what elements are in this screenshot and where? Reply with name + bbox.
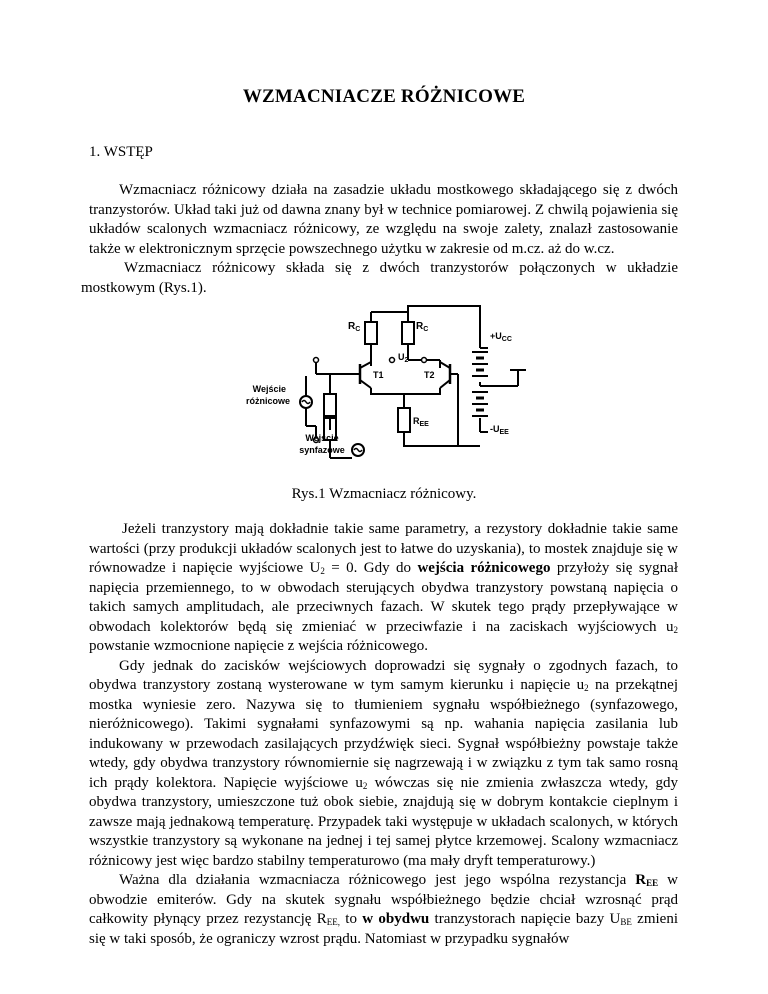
figure-caption: Rys.1 Wzmacniacz różnicowy.: [291, 486, 477, 502]
vee-label: $-U_{EE}$: [490, 424, 509, 436]
t1-label: T1: [373, 370, 384, 380]
circuit-diagram: [228, 300, 540, 468]
cm-input-label-line2: synfazowe: [299, 445, 345, 455]
intro-text: [81, 181, 678, 298]
page-title: WZMACNIACZE RÓŻNICOWE: [242, 86, 526, 107]
paragraph-5: Ważna dla działania wzmacniacza różnicowego jest jego wspólna rezystancja $R_{EE}$ w obwodzie emiterów. Gdy na skutek sygnału współbieżnego będzie chciał wzrosnąć prąd całkowity płynący przez rezystancję $R_{EE,}$ to w obydwu tranzystorach napięcie bazy $U_{BE}$ zmieni się w taki sposób, że ograniczy wzrost prądu. Natomiast w przypadku sygnałów: [89, 872, 678, 947]
body-text: [89, 520, 678, 949]
ree-label: $R_{EE}$: [413, 416, 429, 428]
ree-resistor: [398, 408, 410, 432]
paragraph-intro-2: Wzmacniacz różnicowy składa się z dwóch tranzystorów połączonych w układzie mostkowym (Rys.1).: [81, 260, 678, 296]
rc-right-resistor: [402, 322, 414, 344]
diff-input-label-line2: różnicowe: [245, 396, 290, 406]
vcc-label: $+U_{CC}$: [490, 331, 512, 343]
section-heading: 1. WSTĘP: [89, 144, 153, 160]
t2-label: T2: [424, 370, 435, 380]
rc-left-resistor: [365, 322, 377, 344]
rc-left-label: $R_C$: [348, 321, 361, 333]
paragraph-4: Gdy jednak do zacisków wejściowych doprowadzi się sygnały o zgodnych fazach, to obydwa tranzystory zostaną wysterowane w tym samym kierunku i napięcie $u_2$ na przekątnej mostka wyniesie zero. Nazywa się to tłumieniem sygnału współbieżnego (synfazowego, nieróżnicowego). Takimi sygnałami synfazowymi są np. wahania napięcia zasilania lub indukowany w przewodach zasilających przydźwięk sieci. Sygnał współbieżny powstaje także wtedy, gdy obydwa tranzystory równomiernie się nagrzewają i w związku z tym tak samo rosną ich prądy kolektora. Napięcie wyjściowe $u_2$ wówczas się nie zmienia zwłaszcza wtedy, gdy obydwa tranzystory, umieszczone tuż obok siebie, znajdują się w dobrym kontakcie cieplnym i zawsze mają jednakową temperaturę. Przypadek taki występuje w układach scalonych, w których wszystkie tranzystory są wykonane na jednej i tej samej płytce krzemowej. Scalony wzmacniacz różnicowy jest więc bardzo stabilny temperaturowo (ma mały dryft temperaturowy.): [89, 657, 678, 869]
paragraph-3: Jeżeli tranzystory mają dokładnie takie same parametry, a rezystory dokładnie takie same wartości (przy produkcji układów scalonych jest to łatwe do uzyskania), to mostek znajduje się w równowadze i napięcie wyjściowe $U_2 = 0$. Gdy do wejścia różnicowego przyłoży się sygnał napięcia przemiennego, to w obwodach sterujących obydwa tranzystory powstaną napięcia o takich samych amplitudach, ale przeciwnych fazach. W skutek tego prądy przepływające w obwodach kolektorów będą się zmieniać w przeciwfazie i na zaciskach wyjściowych $u_2$ powstanie wzmocnione napięcie z wejścia różnicowego.: [89, 521, 678, 654]
u2-label: $U_2$: [398, 352, 409, 364]
paragraph-intro-1: Wzmacniacz różnicowy działa na zasadzie układu mostkowego składającego się z dwóch tranzystorów. Układ taki już od dawna znany był w technice pomiarowej. Z chwilą pojawienia się układów scalonych wzmacniacz różnicowy, ze względu na swoje zalety, znalazł zastosowanie także w elektronicznym sprzęcie powszechnego użytku w zakresie od m.cz. aż do w.cz.: [89, 182, 678, 257]
cm-input-label-line1: Wejście: [305, 433, 339, 443]
diff-input-label-line1: Wejście: [252, 384, 286, 394]
rc-right-label: $R_C$: [416, 321, 429, 333]
